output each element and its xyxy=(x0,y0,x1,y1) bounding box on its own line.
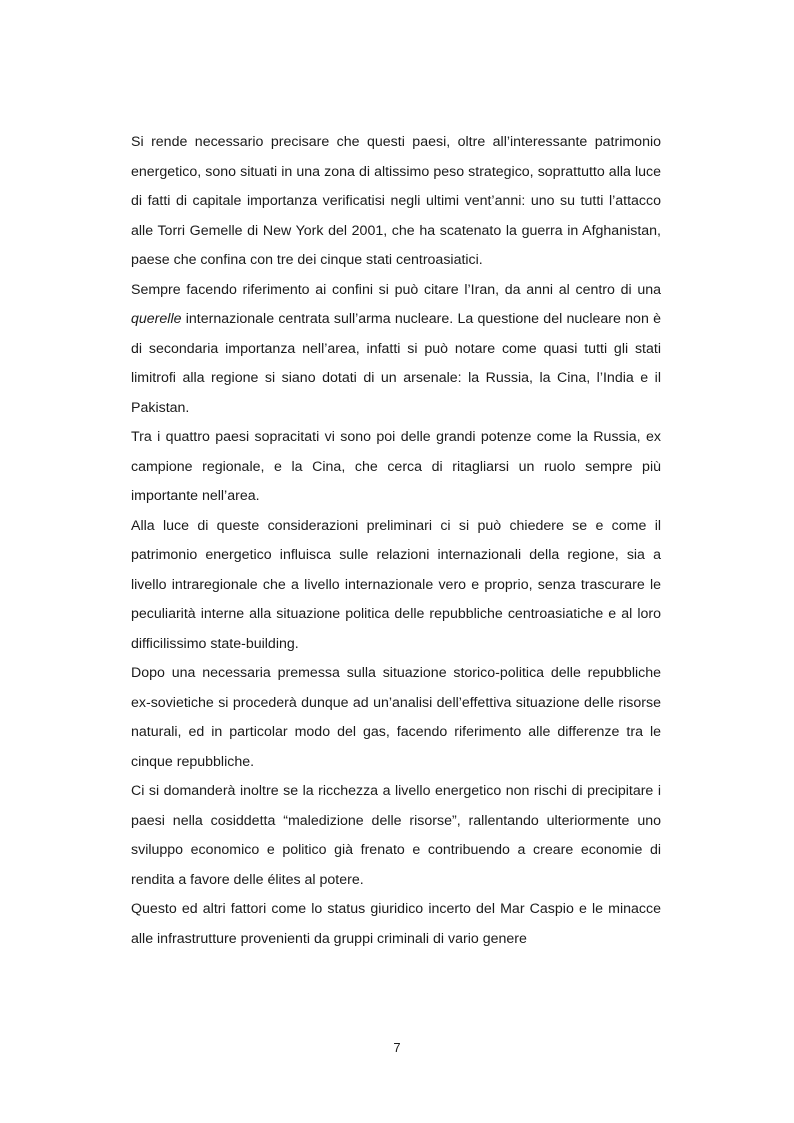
paragraph-5: Dopo una necessaria premessa sulla situazione storico-politica delle repubbliche ex-sovietiche si procederà dunque ad un’analisi dell’effettiva situazione delle risorse naturali, ed in particolar modo del gas, facendo riferimento alle differenze tra le cinque repubbliche. xyxy=(131,665,661,770)
paragraph-2-text-after: internazionale centrata sull’arma nucleare. La questione del nucleare non è di secondaria importanza nell’area, infatti si può notare come quasi tutti gli stati limitrofi alla regione si siano dotati di un arsenale: la Russia, la Cina, l’India e il Pakistan. xyxy=(131,311,661,416)
paragraph-7: Questo ed altri fattori come lo status giuridico incerto del Mar Caspio e le minacce alle infrastrutture provenienti da gruppi criminali di vario genere xyxy=(131,901,661,947)
paragraph-4: Alla luce di queste considerazioni preliminari ci si può chiedere se e come il patrimonio energetico influisca sulle relazioni internazionali della regione, sia a livello intraregionale che a livello internazionale vero e proprio, senza trascurare le peculiarità interne alla situazione politica delle repubbliche centroasiatiche e al loro difficilissimo state-building. xyxy=(131,517,661,652)
paragraph-6: Ci si domanderà inoltre se la ricchezza a livello energetico non rischi di precipitare i paesi nella cosiddetta “maledizione delle risorse”, rallentando ulteriormente uno sviluppo economico e politico già frenato e contribuendo a creare economie di rendita a favore delle élites al potere. xyxy=(131,783,661,888)
paragraph-2 xyxy=(131,276,661,424)
paragraph-2-text-before: Sempre facendo riferimento ai confini si può citare l’Iran, da anni al centro di una xyxy=(131,281,661,298)
paragraph-3: Tra i quattro paesi sopracitati vi sono poi delle grandi potenze come la Russia, ex campione regionale, e la Cina, che cerca di ritagliarsi un ruolo sempre più importante nell’area. xyxy=(131,429,661,504)
italic-term-querelle: querelle xyxy=(131,311,182,327)
page-number: 7 xyxy=(393,1040,401,1055)
paragraph-1: Si rende necessario precisare che questi paesi, oltre all’interessante patrimonio energetico, sono situati in una zona di altissimo peso strategico, soprattutto alla luce di fatti di capitale importanza verificatisi negli ultimi vent’anni: uno su tutti l’attacco alle Torri Gemelle di New York del 2001, che ha scatenato la guerra in Afghanistan, paese che confina con tre dei cinque stati centroasiatici. xyxy=(131,134,661,268)
body-text xyxy=(131,128,661,954)
